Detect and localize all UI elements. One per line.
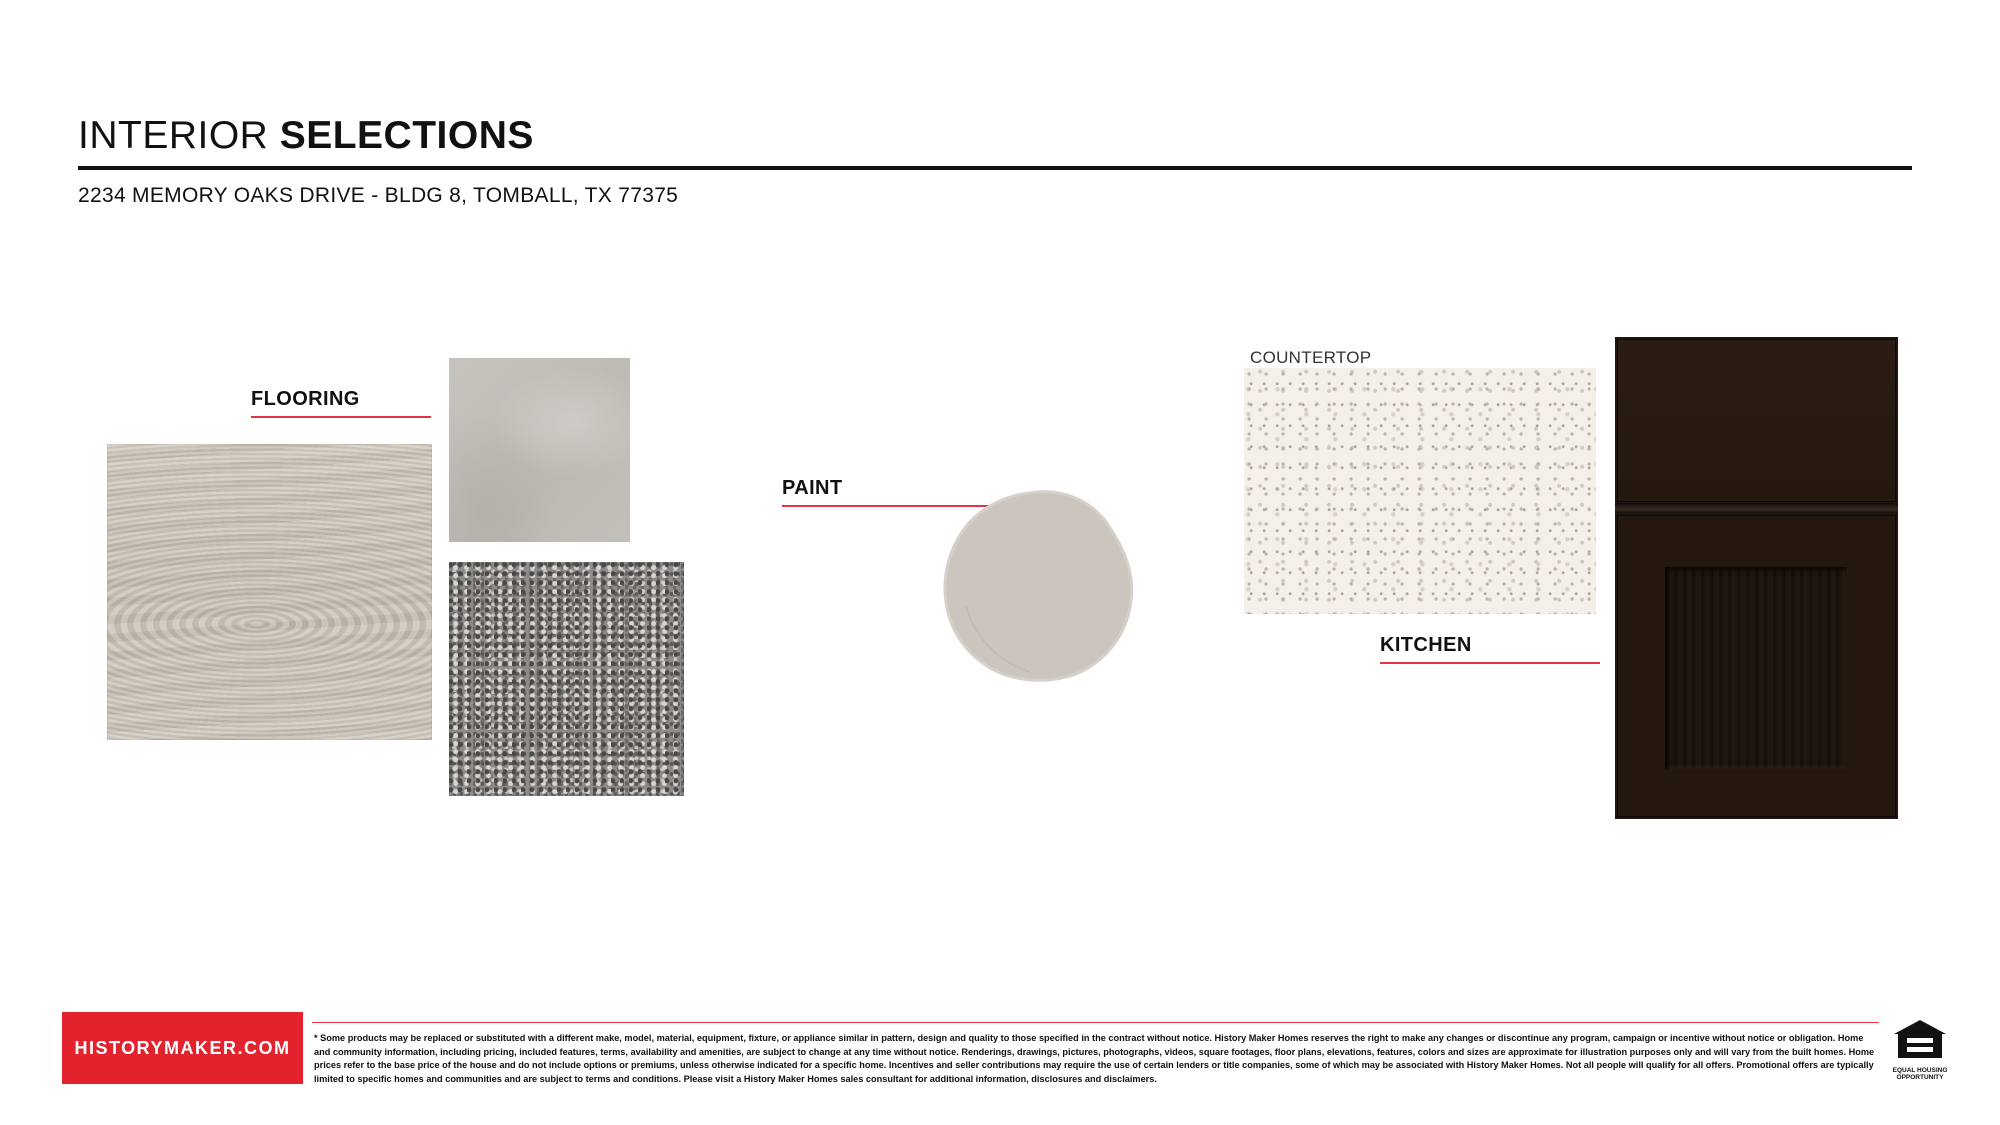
- cabinet-reveal: [1615, 503, 1898, 513]
- cabinet-door-swatch: [1615, 337, 1898, 819]
- flooring-carpet-swatch: [449, 562, 684, 796]
- page-title: [78, 114, 534, 158]
- equal-housing-icon: [1890, 1018, 1950, 1060]
- equal-housing-logo: [1890, 1018, 1950, 1081]
- brand-badge[interactable]: HISTORYMAKER.COM: [62, 1012, 303, 1084]
- kitchen-underline: [1380, 662, 1600, 664]
- paint-swatch: [938, 486, 1138, 686]
- countertop-label: COUNTERTOP: [1250, 348, 1372, 367]
- cabinet-drawer-front: [1617, 339, 1896, 502]
- title-bold: SELECTIONS: [279, 114, 534, 157]
- disclaimer-text: * Some products may be replaced or substituted with a different make, model, material, equipment, fixture, or appliance similar in pattern, design and quality to those specified in the contract without notice. History Maker Homes reserves the right to make any changes or discontinue any program, campaign or incentive without notice or obligation. Home and community information, including pricing, included features, terms, availability and amenities, are subject to change at any time without notice. Renderings, drawings, pictures, photographs, videos, square footages, floor plans, elevations, features, colors and sizes are approximate for illustration purposes only and will vary from the built homes. Home prices refer to the base price of the house and do not include options or premiums, unless otherwise indicated for a specific home. Incentives and seller contributions may require the use of certain lenders or title companies, some of which may be associated with History Maker Homes. Not all people will qualify for all offers. Promotional offers are typically limited to specific homes and communities and are subject to terms and conditions. Please visit a History Maker Homes sales consultant for additional information, disclosures and disclaimers.: [314, 1033, 1875, 1084]
- eho-caption: [1890, 1067, 1950, 1081]
- cabinet-panel: [1665, 567, 1847, 769]
- paint-label: PAINT: [782, 477, 843, 499]
- flooring-underline: [251, 416, 431, 418]
- property-address: 2234 MEMORY OAKS DRIVE - BLDG 8, TOMBALL, TX 77375: [78, 184, 679, 207]
- eho-line-2: OPPORTUNITY: [1896, 1074, 1944, 1081]
- title-divider: [78, 166, 1912, 170]
- flooring-label: FLOORING: [251, 388, 360, 410]
- footer-divider: [312, 1022, 1879, 1023]
- cabinet-door: [1617, 515, 1896, 817]
- countertop-swatch: [1244, 368, 1596, 614]
- kitchen-label: KITCHEN: [1380, 634, 1472, 656]
- flooring-wood-swatch: [107, 444, 432, 740]
- flooring-tile-swatch: [449, 358, 630, 542]
- eho-line-1: EQUAL HOUSING: [1892, 1067, 1948, 1074]
- title-thin: INTERIOR: [78, 114, 269, 157]
